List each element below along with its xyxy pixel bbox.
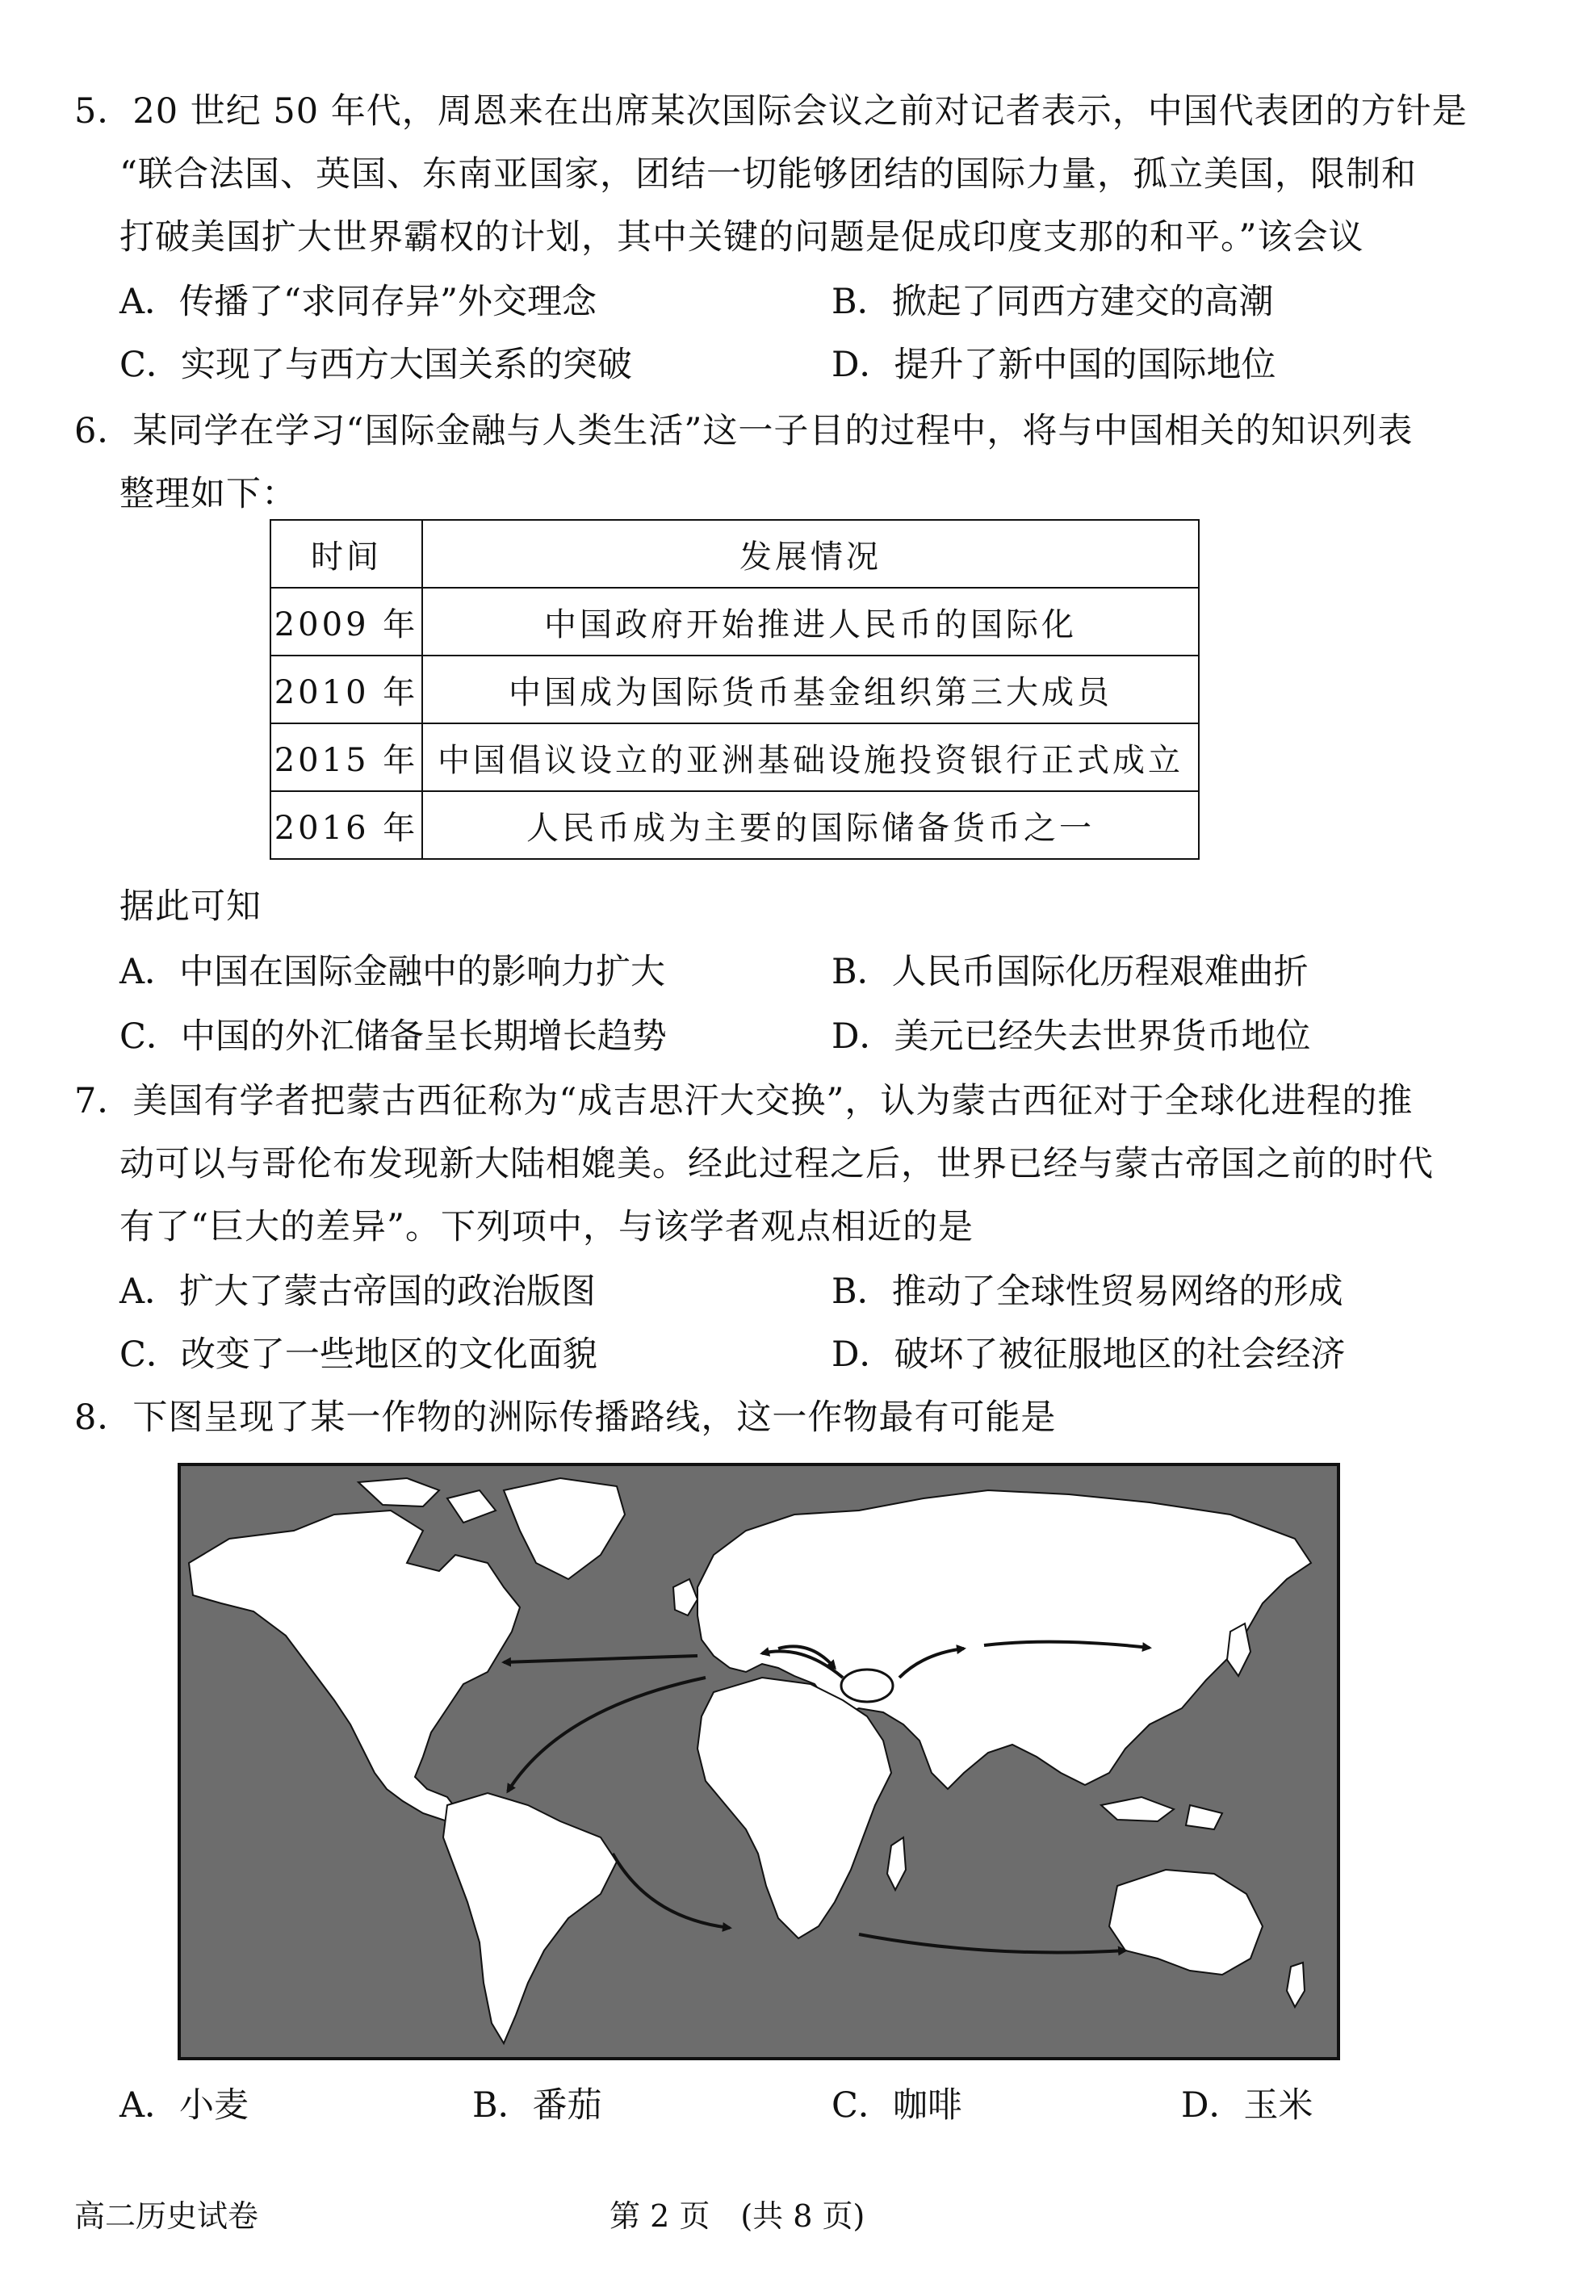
british-isles-landmass: [673, 1579, 697, 1615]
new-zealand-landmass: [1287, 1963, 1305, 2007]
q6-option-b: B．人民币国际化历程艰难曲折: [832, 952, 1309, 992]
q6-option-d: D．美元已经失去世界货币地位: [832, 1016, 1311, 1057]
q7-option-d: D．破坏了被征服地区的社会经济: [832, 1334, 1346, 1375]
q6-option-c: C．中国的外汇储备呈长期增长趋势: [119, 1016, 667, 1057]
madagascar-landmass: [887, 1837, 906, 1890]
q7-option-c: C．改变了一些地区的文化面貌: [119, 1334, 597, 1375]
table-row: [270, 723, 1199, 791]
route-arrow-to-south-america: [508, 1678, 706, 1791]
q5-option-b: B．掀起了同西方建交的高潮: [832, 282, 1274, 322]
table-row: [270, 656, 1199, 723]
footer-page-number: 第 2 页 (共 8 页): [609, 2198, 865, 2234]
q7-option-b: B．推动了全球性贸易网络的形成: [832, 1272, 1343, 1312]
q8-option-c: C．咖啡: [832, 2085, 962, 2126]
route-arrow-to-north-america: [504, 1656, 697, 1662]
q5-option-c: C．实现了与西方大国关系的突破: [119, 345, 632, 385]
table-header-development: 发展情况: [422, 520, 1199, 588]
south-america-landmass: [443, 1793, 617, 2043]
q5-line-2: “联合法国、英国、东南亚国家，团结一切能够团结的国际力量，孤立美国，限制和: [119, 154, 1417, 195]
q5-option-a: A．传播了“求同存异”外交理念: [119, 282, 597, 322]
world-map-svg: [181, 1466, 1337, 2057]
q6-option-a: A．中国在国际金融中的影响力扩大: [119, 952, 666, 992]
table-cell-year: 2009 年: [270, 588, 422, 656]
southeast-asia-islands: [1101, 1797, 1222, 1829]
table-cell-year: 2010 年: [270, 656, 422, 723]
australia-landmass: [1109, 1870, 1263, 1975]
q5-line-3: 打破美国扩大世界霸权的计划，其中关键的问题是促成印度支那的和平。”该会议: [119, 217, 1364, 258]
q5-option-d: D．提升了新中国的国际地位: [832, 345, 1276, 385]
q7-option-a: A．扩大了蒙古帝国的政治版图: [119, 1272, 597, 1312]
q7-line-1: 7．美国有学者把蒙古西征称为“成吉思汗大交换”，认为蒙古西征对于全球化进程的推: [74, 1081, 1414, 1121]
japan-landmass: [1227, 1624, 1250, 1676]
table-cell-event: 中国倡议设立的亚洲基础设施投资银行正式成立: [422, 723, 1199, 791]
q7-line-2: 动可以与哥伦布发现新大陆相媲美。经此过程之后，世界已经与蒙古帝国之前的时代: [119, 1144, 1434, 1184]
route-arrow-to-australia: [859, 1934, 1125, 1953]
table-cell-event: 中国成为国际货币基金组织第三大成员: [422, 656, 1199, 723]
north-america-landmass: [189, 1510, 520, 1821]
table-row: [270, 588, 1199, 656]
footer-exam-title: 高二历史试卷: [74, 2198, 259, 2234]
q7-line-3: 有了“巨大的差异”。下列项中，与该学者观点相近的是: [119, 1207, 974, 1247]
q5-line-1: 5．20 世纪 50 年代，周恩来在出席某次国际会议之前对记者表示，中国代表团的方针是: [74, 91, 1468, 132]
q6-table: [270, 519, 1200, 860]
world-map: [178, 1463, 1340, 2060]
table-row: [270, 791, 1199, 859]
greenland-landmass: [504, 1478, 625, 1579]
q6-lead: 据此可知: [119, 886, 262, 927]
africa-landmass: [697, 1678, 891, 1938]
table-header-row: [270, 520, 1199, 588]
q8-option-b: B．番茄: [472, 2085, 602, 2126]
route-arrow-to-africa: [613, 1854, 730, 1928]
table-cell-event: 人民币成为主要的国际储备货币之一: [422, 791, 1199, 859]
table-cell-year: 2015 年: [270, 723, 422, 791]
table-cell-year: 2016 年: [270, 791, 422, 859]
q8-option-a: A．小麦: [119, 2085, 249, 2126]
q8-line: 8．下图呈现了某一作物的洲际传播路线，这一作物最有可能是: [74, 1397, 1057, 1438]
q6-line-2: 整理如下：: [119, 474, 297, 514]
table-header-time: 时间: [270, 520, 422, 588]
q8-option-d: D．玉米: [1181, 2085, 1313, 2126]
q6-line-1: 6．某同学在学习“国际金融与人类生活”这一子目的过程中，将与中国相关的知识列表: [74, 411, 1414, 451]
table-cell-event: 中国政府开始推进人民币的国际化: [422, 588, 1199, 656]
